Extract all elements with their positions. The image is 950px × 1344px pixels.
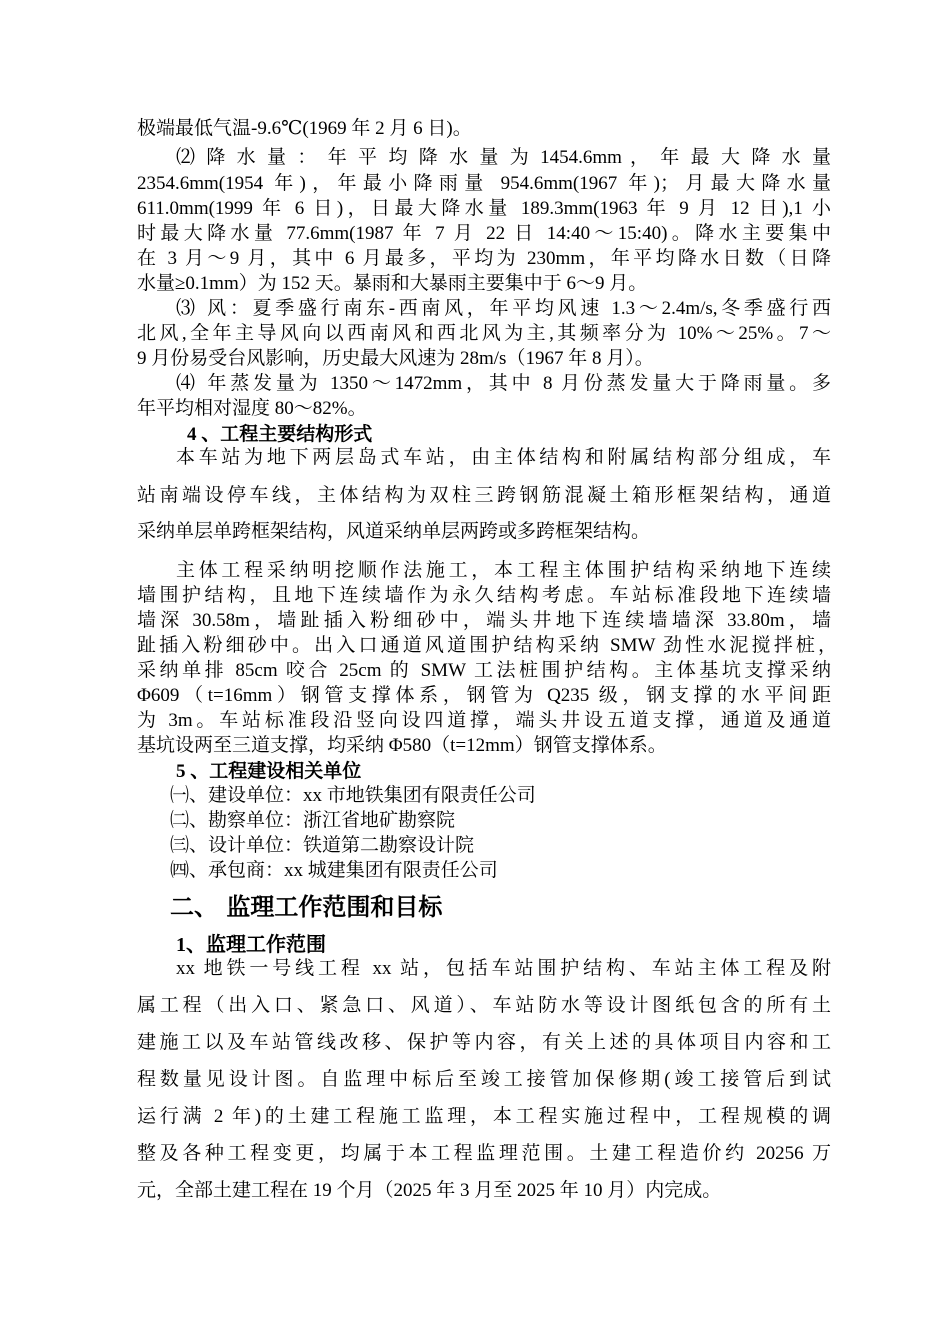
paragraph-line: 北风,全年主导风向以西南风和西北风为主,其频率分为 10%～25%。7～ bbox=[137, 323, 831, 344]
paragraph-line: 9 月份易受台风影响，历史最大风速为 28m/s（1967 年 8 月）。 bbox=[137, 348, 654, 369]
list-item: ㈣、承包商：xx 城建集团有限责任公司 bbox=[170, 860, 498, 881]
subsection-heading: 1、监理工作范围 bbox=[176, 934, 326, 956]
paragraph-line: 611.0mm(1999 年 6 日)，日最大降水量 189.3mm(1963 年 9 月 12 日),1 小 bbox=[137, 198, 831, 219]
list-item: ㈡、勘察单位：浙江省地矿勘察院 bbox=[170, 810, 456, 831]
paragraph-line: 站南端设停车线，主体结构为双柱三跨钢筋混凝土箱形框架结构，通道 bbox=[137, 485, 831, 506]
paragraph-line: 采纳单层单跨框架结构，风道采纳单层两跨或多跨框架结构。 bbox=[137, 521, 651, 542]
paragraph-line: 采纳单排 85cm 咬合 25cm 的 SMW 工法桩围护结构。主体基坑支撑采纳 bbox=[137, 660, 831, 681]
paragraph-line: 水量≥0.1mm）为 152 天。暴雨和大暴雨主要集中于 6～9 月。 bbox=[137, 273, 648, 294]
paragraph-line: 趾插入粉细砂中。出入口通道风道围护结构采纳 SMW 劲性水泥搅拌桩， bbox=[137, 635, 837, 656]
list-item: ㈢、设计单位：铁道第二勘察设计院 bbox=[170, 835, 475, 856]
paragraph-line: 运行满 2 年)的土建工程施工监理，本工程实施过程中，工程规模的调 bbox=[137, 1106, 831, 1127]
paragraph-line: 在 3 月～9 月，其中 6 月最多，平均为 230mm，年平均降水日数（日降 bbox=[137, 248, 831, 269]
paragraph-line: xx 地铁一号线工程 xx 站，包括车站围护结构、车站主体工程及附 bbox=[176, 958, 831, 979]
paragraph-line: 属工程（出入口、紧急口、风道）、车站防水等设计图纸包含的所有土 bbox=[137, 995, 831, 1016]
paragraph-line: Φ609（t=16mm）钢管支撑体系，钢管为 Q235 级，钢支撑的水平间距 bbox=[137, 685, 831, 706]
paragraph-line: 主体工程采纳明挖顺作法施工，本工程主体围护结构采纳地下连续 bbox=[176, 560, 831, 581]
paragraph-line: 极端最低气温-9.6℃(1969 年 2 月 6 日)。 bbox=[137, 118, 472, 139]
paragraph-line: 本车站为地下两层岛式车站，由主体结构和附属结构部分组成，车 bbox=[176, 447, 831, 468]
paragraph-line: ⑷ 年蒸发量为 1350～1472mm，其中 8 月份蒸发量大于降雨量。多 bbox=[176, 373, 831, 394]
section-heading: 4 、工程主要结构形式 bbox=[187, 424, 373, 445]
paragraph-line: 2354.6mm(1954 年)，年最小降雨量 954.6mm(1967 年)；月最大降水量 bbox=[137, 173, 831, 194]
paragraph-line: 时最大降水量 77.6mm(1987 年 7 月 22 日 14:40～15:40)。降水主要集中 bbox=[137, 223, 831, 244]
paragraph-line: ⑶ 风：夏季盛行南东-西南风，年平均风速 1.3～2.4m/s,冬季盛行西 bbox=[176, 298, 831, 319]
paragraph-line: 元，全部土建工程在 19 个月（2025 年 3 月至 2025 年 10 月）内完成。 bbox=[137, 1180, 722, 1201]
paragraph-line: 整及各种工程变更，均属于本工程监理范围。土建工程造价约 20256 万 bbox=[137, 1143, 831, 1164]
paragraph-line: 为 3m。车站标准段沿竖向设四道撑，端头井设五道支撑，通道及通道 bbox=[137, 710, 831, 731]
list-item: ㈠、建设单位：xx 市地铁集团有限责任公司 bbox=[170, 785, 536, 806]
paragraph-line: 建施工以及车站管线改移、保护等内容，有关上述的具体项目内容和工 bbox=[137, 1032, 831, 1053]
paragraph-line: 年平均相对湿度 80～82%。 bbox=[137, 398, 367, 419]
chapter-heading: 二、 监理工作范围和目标 bbox=[170, 893, 443, 921]
paragraph-line: ⑵ 降 水 量 ： 年 平 均 降 水 量 为 1454.6mm ， 年 最 大 降 水 量 bbox=[176, 147, 831, 168]
paragraph-line: 墙深 30.58m，墙趾插入粉细砂中，端头井地下连续墙墙深 33.80m，墙 bbox=[137, 610, 831, 631]
paragraph-line: 程数量见设计图。自监理中标后至竣工接管加保修期(竣工接管后到试 bbox=[137, 1069, 831, 1090]
paragraph-line: 基坑设两至三道支撑，均采纳 Φ580（t=12mm）钢管支撑体系。 bbox=[137, 735, 667, 756]
paragraph-line: 墙围护结构，且地下连续墙作为永久结构考虑。车站标准段地下连续墙 bbox=[137, 585, 831, 606]
section-heading: 5 、工程建设相关单位 bbox=[176, 761, 362, 782]
